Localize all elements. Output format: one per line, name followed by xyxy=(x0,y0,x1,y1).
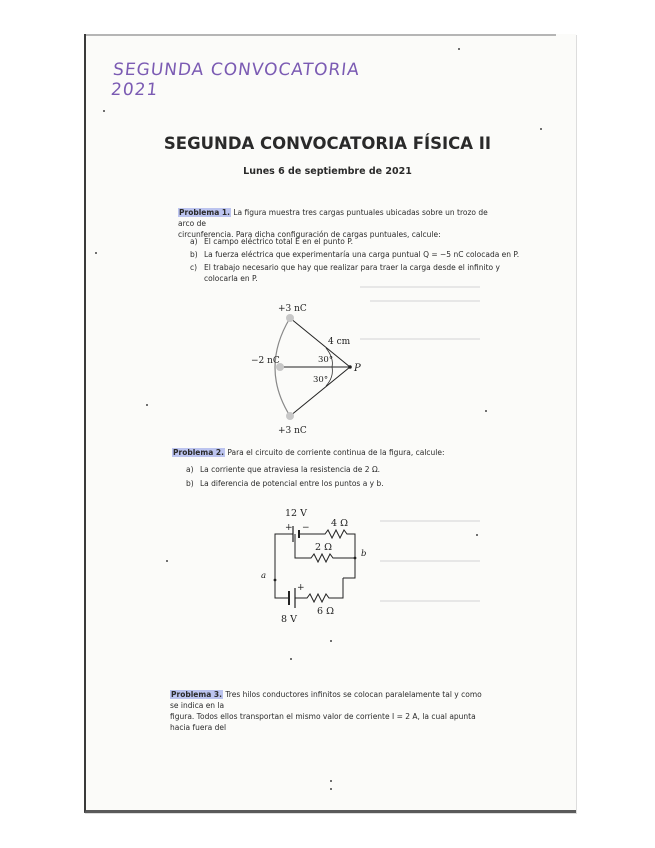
scan-speck xyxy=(540,128,542,130)
v-top-label: 12 V xyxy=(285,508,307,519)
bottom-charge-label: +3 nC xyxy=(278,426,307,436)
plus-bottom-label: + xyxy=(297,583,305,593)
problem1-item-b: b) La fuerza eléctrica que experimentaría una carga puntual Q = −5 nC colocada en P. xyxy=(190,250,520,259)
bottom-charge-dot xyxy=(286,412,294,420)
problem2-label: Problema 2. xyxy=(173,448,224,457)
problem1-intro-line1: La figura muestra tres cargas puntuales ubicadas sobre un trozo de arco de xyxy=(178,208,488,228)
bleed-through-line xyxy=(370,300,480,302)
r-bottom-label: 6 Ω xyxy=(317,606,334,617)
problem2-item-a: a) La corriente que atraviesa la resistencia de 2 Ω. xyxy=(186,465,381,474)
scan-speck xyxy=(290,658,292,660)
problem1-item-c: c) El trabajo necesario que hay que realizar para traer la carga desde el infinito y xyxy=(190,263,500,272)
problem1-label: Problema 1. xyxy=(179,208,230,217)
bleed-through-line xyxy=(360,286,480,288)
minus-top-label: − xyxy=(302,523,310,533)
node-a-dot xyxy=(274,579,277,582)
problem2-intro xyxy=(172,447,492,458)
bleed-through-line xyxy=(380,600,480,602)
top-charge-dot xyxy=(286,314,294,322)
scan-speck xyxy=(103,110,105,112)
exam-date: Lunes 6 de septiembre de 2021 xyxy=(243,166,412,177)
circuit-diagram xyxy=(255,500,385,630)
handwritten-title: SEGUNDA CONVOCATORIA 2021 xyxy=(109,60,361,100)
point-p-dot xyxy=(348,365,352,369)
scan-speck xyxy=(95,252,97,254)
problem1-item-c-cont: colocarla en P. xyxy=(204,274,258,283)
r-top-label: 4 Ω xyxy=(331,518,348,529)
scan-speck xyxy=(330,640,332,642)
point-p-label: P xyxy=(354,363,361,374)
problem1-intro-line2: circunferencia. Para dicha configuración de cargas puntuales, calcule: xyxy=(178,230,441,239)
r-mid-label: 2 Ω xyxy=(315,542,332,553)
problem3-label: Problema 3. xyxy=(171,690,222,699)
problem2-intro-text: Para el circuito de corriente continua de la figura, calcule: xyxy=(224,448,445,457)
scan-speck xyxy=(485,410,487,412)
bleed-through-line xyxy=(380,560,480,562)
scan-speck xyxy=(166,560,168,562)
top-charge-label: +3 nC xyxy=(278,304,307,314)
scan-speck xyxy=(330,780,332,782)
scan-speck xyxy=(458,48,460,50)
v-bottom-label: 8 V xyxy=(281,614,297,625)
scan-speck xyxy=(330,788,332,790)
problem3-line2: figura. Todos ellos transportan el mismo valor de corriente I = 2 A, la cual apunta hacia fuera del xyxy=(170,712,476,732)
node-a-label: a xyxy=(261,571,267,581)
problem3-line1: Tres hilos conductores infinitos se colocan paralelamente tal y como se indica en la xyxy=(170,690,482,710)
scan-speck xyxy=(476,534,478,536)
angle-bottom-label: 30° xyxy=(313,375,329,385)
charges-figure xyxy=(240,298,380,438)
left-charge-label: −2 nC xyxy=(251,356,280,366)
plus-top-label: + xyxy=(285,523,293,533)
node-b-dot xyxy=(354,557,357,560)
problem2-item-b: b) La diferencia de potencial entre los puntos a y b. xyxy=(186,479,384,488)
exam-title: SEGUNDA CONVOCATORIA FÍSICA II xyxy=(163,134,492,153)
node-b-label: b xyxy=(361,549,367,559)
problem3-text xyxy=(170,689,490,733)
scan-speck xyxy=(146,404,148,406)
angle-top-label: 30° xyxy=(318,355,334,365)
bleed-through-line xyxy=(380,520,480,522)
distance-label: 4 cm xyxy=(328,337,351,347)
problem1-item-a: a) El campo eléctrico total E⃗ en el punto P. xyxy=(190,237,354,246)
